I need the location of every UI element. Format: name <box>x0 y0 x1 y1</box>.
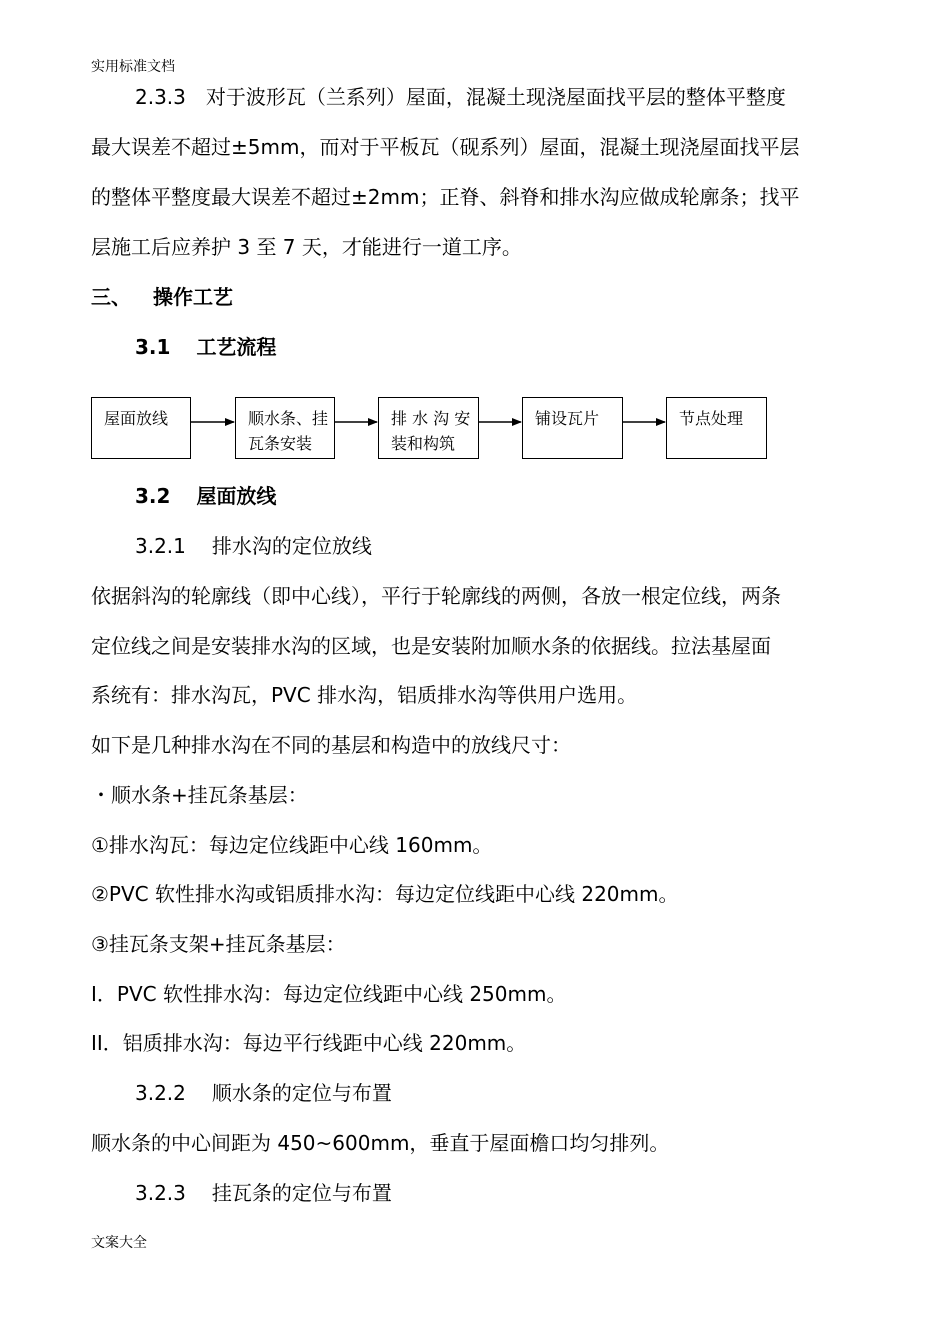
paragraph-line: 2.3.3 对于波形瓦（兰系列）屋面，混凝土现浇屋面找平层的整体平整度 <box>135 85 786 109</box>
list-item: ・顺水条+挂瓦条基层： <box>91 783 308 807</box>
flow-step-text: 屋面放线 <box>104 409 169 428</box>
paragraph-line: 层施工后应养护 3 至 7 天，才能进行一道工序。 <box>91 235 522 259</box>
subsection-title: 挂瓦条的定位与布置 <box>211 1181 392 1205</box>
section-number: 三、 <box>91 285 131 309</box>
subsection-number: 3.2 <box>135 484 171 508</box>
paragraph-line: 的整体平整度最大误差不超过±2mm；正脊、斜脊和排水沟应做成轮廓条；找平 <box>91 185 800 209</box>
list-item: ③挂瓦条支架+挂瓦条基层： <box>91 932 346 956</box>
subsection-title: 工艺流程 <box>196 335 277 359</box>
subsection-heading <box>135 335 925 359</box>
flow-step-box <box>91 397 191 459</box>
subsection-number: 3.2.3 <box>135 1181 186 1205</box>
paragraph-line: 如下是几种排水沟在不同的基层和构造中的放线尺寸： <box>91 733 571 757</box>
list-item: ②PVC 软性排水沟或铝质排水沟：每边定位线距中心线 220mm。 <box>91 882 679 906</box>
subsection-number: 3.2.2 <box>135 1081 186 1105</box>
subsection-heading <box>135 1181 925 1205</box>
subsection-heading <box>135 534 925 558</box>
flow-step-box <box>666 397 767 459</box>
paragraph-line: 定位线之间是安装排水沟的区域，也是安装附加顺水条的依据线。拉法基屋面 <box>91 634 771 658</box>
paragraph-line: 系统有：排水沟瓦，PVC 排水沟，铝质排水沟等供用户选用。 <box>91 683 638 707</box>
section-title: 操作工艺 <box>153 285 233 309</box>
flow-step-text: 铺设瓦片 <box>535 409 600 428</box>
flow-step-text: 节点处理 <box>679 409 744 428</box>
flow-step-box <box>522 397 623 459</box>
flow-step-text: 排 水 沟 安 <box>391 409 471 428</box>
list-item: ①排水沟瓦：每边定位线距中心线 160mm。 <box>91 833 493 857</box>
paragraph-line: 顺水条的中心间距为 450~600mm，垂直于屋面檐口均匀排列。 <box>91 1131 670 1155</box>
subsection-number: 3.2.1 <box>135 534 186 558</box>
page-header: 实用标准文档 <box>91 59 175 75</box>
flow-step-text: 瓦条安装 <box>248 434 313 453</box>
list-item: II．铝质排水沟：每边平行线距中心线 220mm。 <box>91 1031 527 1055</box>
flow-step-text: 顺水条、挂 <box>248 409 329 428</box>
paragraph-line: 最大误差不超过±5mm，而对于平板瓦（砚系列）屋面，混凝土现浇屋面找平层 <box>91 135 800 159</box>
paragraph-line: 依据斜沟的轮廓线（即中心线），平行于轮廓线的两侧，各放一根定位线，两条 <box>91 584 781 608</box>
section-heading <box>91 285 881 309</box>
flow-step-box <box>235 397 335 459</box>
subsection-heading <box>135 484 925 508</box>
page-footer: 文案大全 <box>91 1235 147 1251</box>
subsection-number: 3.1 <box>135 335 171 359</box>
list-item: I．PVC 软性排水沟：每边定位线距中心线 250mm。 <box>91 982 567 1006</box>
flow-step-box <box>378 397 479 459</box>
subsection-title: 顺水条的定位与布置 <box>211 1081 392 1105</box>
flow-step-text: 装和构筑 <box>391 434 456 453</box>
subsection-title: 排水沟的定位放线 <box>211 534 372 558</box>
subsection-title: 屋面放线 <box>196 484 277 508</box>
subsection-heading <box>135 1081 925 1105</box>
